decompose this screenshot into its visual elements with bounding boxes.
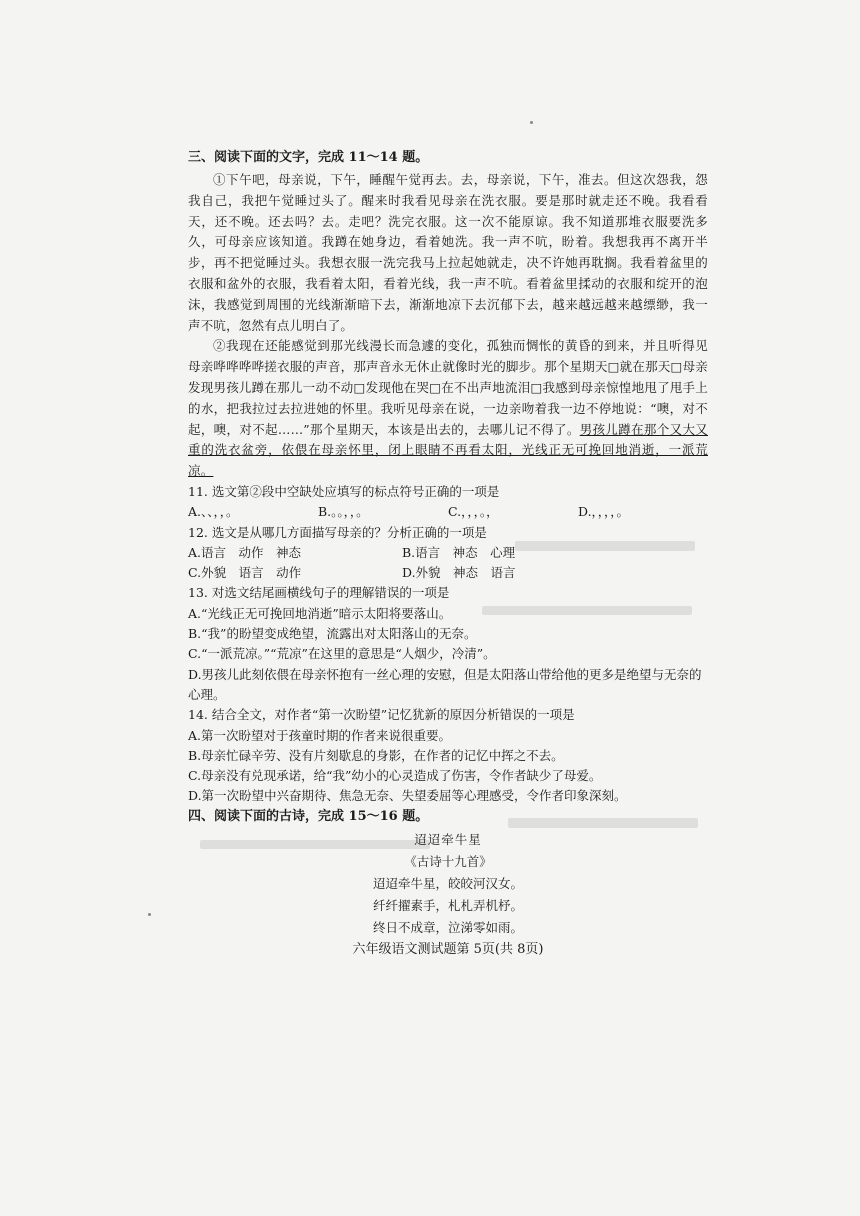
option-d: D.第一次盼望中兴奋期待、焦急无奈、失望委屈等心理感受，令作者印象深刻。	[188, 788, 627, 804]
option-a: A.第一次盼望对于孩童时期的作者来说很重要。	[188, 727, 452, 743]
option-a: A.语言 动作 神态	[188, 544, 302, 560]
poem-line: 纤纤擢素手，札札弄机杼。	[372, 897, 523, 913]
option-c: C.，，，。，	[448, 504, 499, 520]
option-d: D.外貌 神态 语言	[402, 565, 516, 581]
section-4-title: 四、阅读下面的古诗，完成 15～16 题。	[188, 808, 429, 824]
option-c: C.“一派荒凉。”“荒凉”在这里的意思是“人烟少，冷清”。	[188, 646, 496, 662]
question-stem: 11. 选文第②段中空缺处应填写的标点符号正确的一项是	[188, 483, 500, 499]
question-12	[188, 523, 708, 584]
question-14	[188, 705, 708, 806]
scan-speck	[530, 121, 533, 124]
poem-title: 迢迢牵牛星	[414, 831, 482, 847]
question-11	[188, 482, 708, 523]
scan-speck	[148, 913, 151, 916]
section-3-title: 三、阅读下面的文字，完成 11～14 题。	[188, 150, 429, 165]
passage-paragraph-1: ①下午吧，母亲说，下午，睡醒午觉再去。去，母亲说，下午，准去。但这次怨我，怨我自己，我把午觉睡过头了。醒来时我看见母亲在洗衣服。要是那时就走还不晚。我看看天，还不晚。还去吗？去。走吧？洗完衣服。这一次不能原谅。我不知道那堆衣服要洗多久，可母亲应该知道。我蹲在她身边，看着她洗。我一声不吭，盼着。我想我再不离开半步，再不把觉睡过头。我想衣服一洗完我马上拉起她就走，决不许她再耽搁。我看着盆里的衣服和盆外的衣服，我看着太阳，看着光线，我一声不吭。看着盆里揉动的衣服和绽开的泡沫，我感觉到周围的光线渐渐暗下去，渐渐地凉下去沉郁下去，越来越远越来越缥缈，我一声不吭，忽然有点儿明白了。	[188, 172, 708, 333]
paragraph-2-text: ②我现在还能感觉到那光线漫长而急遽的变化，孤独而惆怅的黄昏的到来，并且听得见母亲哗哗哗哗搓衣服的声音，那声音永无休止就像时光的脚步。那个星期天□就在那天□母亲发现男孩儿蹲在那儿一动不动□发现他在哭□在不出声地流泪□我感到母亲惊惶地甩了甩手上的水，把我拉过去拉进她的怀里。我听见母亲在说，一边亲吻着我一边不停地说：“噢，对不起，噢，对不起……”那个星期天，本该是出去的，去哪儿记不得了。	[188, 338, 708, 437]
option-b: B.语言 神态 心理	[402, 544, 516, 560]
poem-line: 终日不成章，泣涕零如雨。	[372, 919, 523, 935]
options-row	[188, 502, 708, 522]
underlined-sentence: 男孩儿蹲在那个又大又重的洗衣盆旁，依偎在母亲怀里，闭上眼睛不再看太阳，光线正无可挽回地消逝，一派荒凉。	[188, 421, 708, 479]
option-d: D.，，，，。	[578, 504, 630, 520]
option-a: A.、、，，。	[188, 504, 239, 520]
options-row	[188, 543, 708, 563]
question-stem: 12. 选文是从哪几方面描写母亲的？分析正确的一项是	[188, 524, 487, 540]
option-a: A.“光线正无可挽回地消逝”暗示太阳将要落山。	[188, 605, 452, 621]
options-row	[188, 563, 708, 583]
passage-paragraph-2	[188, 336, 708, 482]
poem-source: 《古诗十九首》	[404, 853, 492, 869]
option-b: B.“我”的盼望变成绝望，流露出对太阳落山的无奈。	[188, 626, 477, 642]
question-13	[188, 583, 708, 705]
question-stem: 13. 对选文结尾画横线句子的理解错误的一项是	[188, 585, 450, 601]
option-b: B.母亲忙碌辛劳、没有片刻歇息的身影，在作者的记忆中挥之不去。	[188, 747, 564, 763]
option-d: D.男孩儿此刻依偎在母亲怀抱有一丝心理的安慰，但是太阳落山带给他的更多是绝望与无奈的心理。	[188, 666, 702, 702]
option-c: C.外貌 语言 动作	[188, 565, 302, 581]
question-stem: 14. 结合全文，对作者“第一次盼望”记忆犹新的原因分析错误的一项是	[188, 707, 575, 723]
option-c: C.母亲没有兑现承诺，给“我”幼小的心灵造成了伤害，令作者缺少了母爱。	[188, 768, 602, 784]
poem-line: 迢迢牵牛星，皎皎河汉女。	[372, 875, 523, 891]
option-b: B.。。，，。	[318, 504, 369, 520]
exam-content	[188, 148, 708, 961]
poem	[188, 829, 708, 939]
page-footer: 六年级语文测试题第 5页(共 8页)	[352, 941, 544, 957]
